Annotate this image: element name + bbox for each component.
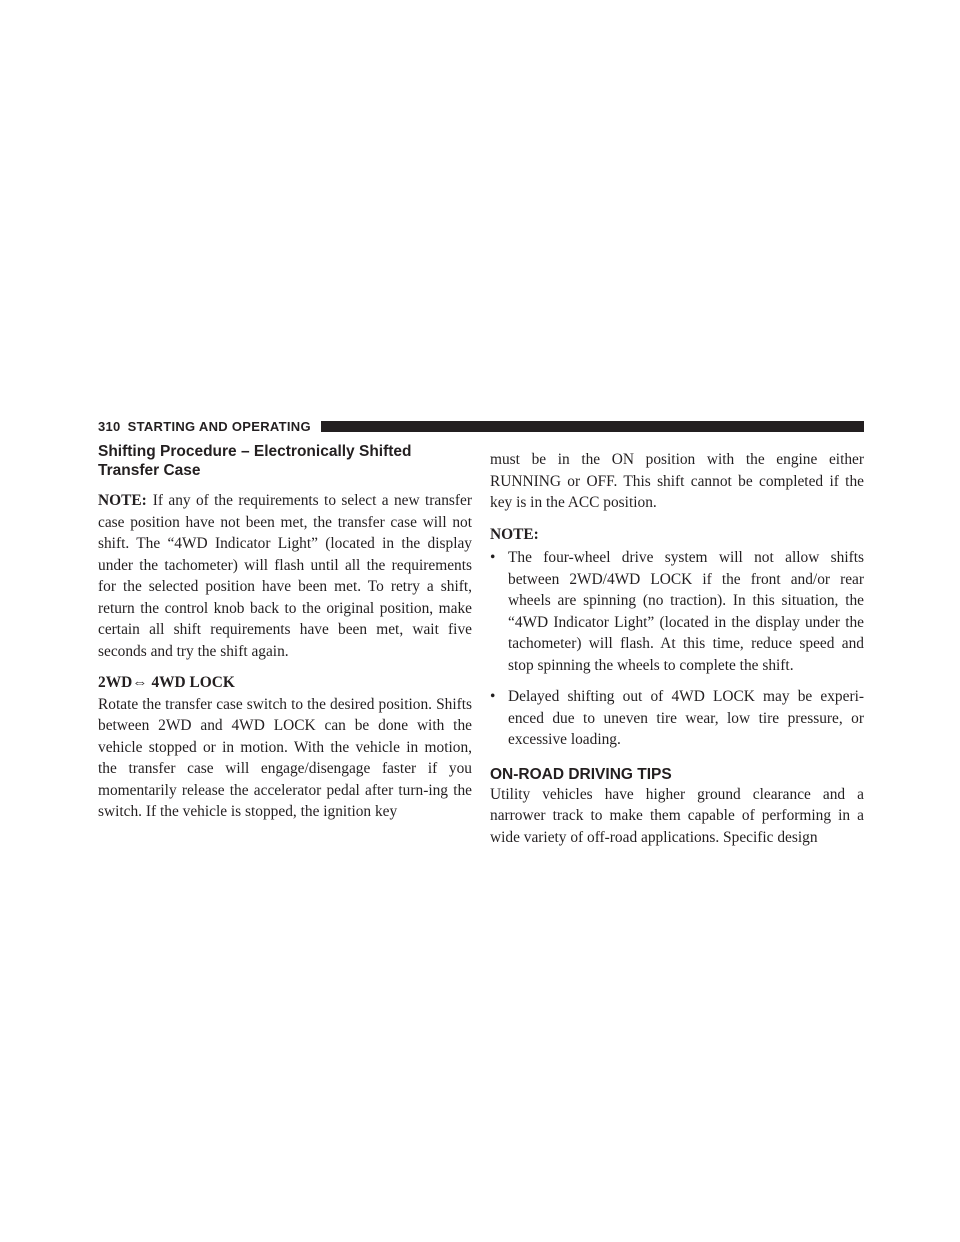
header-rule (321, 421, 864, 432)
note-text: If any of the requirements to select a new transfer case position have not been met, the transfer case will not shift. The “4WD Indicator Light” (located in the display under the tachometer) will flash until all the requirements for the selected position have been met. To retry a shift, return the control knob back to the original position, make certain all shift requirements have been met, wait five seconds and try the shift again. (98, 492, 472, 660)
note-list (490, 547, 864, 751)
lock-subheading: 2WD⇔ 4WD LOCK (98, 674, 235, 691)
page-number: 310 (98, 418, 121, 434)
bullet-icon: • (490, 688, 496, 705)
lock-body: Rotate the transfer case switch to the desired position. Shifts between 2WD and 4WD LOCK can be done with the vehicle stopped or in motion. With the vehicle in motion, the transfer case will engage/disengage faster if you momentarily release the accelerator pedal after turn-ing the switch. If the vehicle is stopped, the ignition key (98, 695, 472, 820)
note-heading: NOTE: (490, 525, 539, 543)
right-column (490, 449, 864, 848)
procedure-heading: Shifting Procedure – Electronically Shifted Transfer Case (98, 443, 412, 479)
list-item (490, 686, 864, 751)
list-item-text: Delayed shifting out of 4WD LOCK may be experi-enced due to uneven tire wear, low tire pressure, or excessive loading. (508, 688, 864, 748)
note-paragraph (98, 490, 472, 662)
note-label: NOTE: (98, 492, 147, 509)
list-item (490, 547, 864, 676)
continuation-paragraph: must be in the ON position with the engine either RUNNING or OFF. This shift cannot be completed if the key is in the ACC position. (490, 451, 864, 511)
left-column (98, 442, 472, 823)
list-item-text: The four-wheel drive system will not allow shifts between 2WD/4WD LOCK if the front and/or rear wheels are spinning (no traction). In this situation, the “4WD Indicator Light” (located in the display under the tachometer) will flash. At this time, reduce speed and stop spinning the wheels to complete the shift. (508, 549, 864, 674)
section-heading: ON-ROAD DRIVING TIPS (490, 765, 672, 783)
section-body: Utility vehicles have higher ground clearance and a narrower track to make them capable of performing in a wide variety of off-road applications. Specific design (490, 785, 864, 846)
bullet-icon: • (490, 549, 496, 566)
section-title: STARTING AND OPERATING (127, 418, 311, 434)
page-header (98, 418, 864, 434)
